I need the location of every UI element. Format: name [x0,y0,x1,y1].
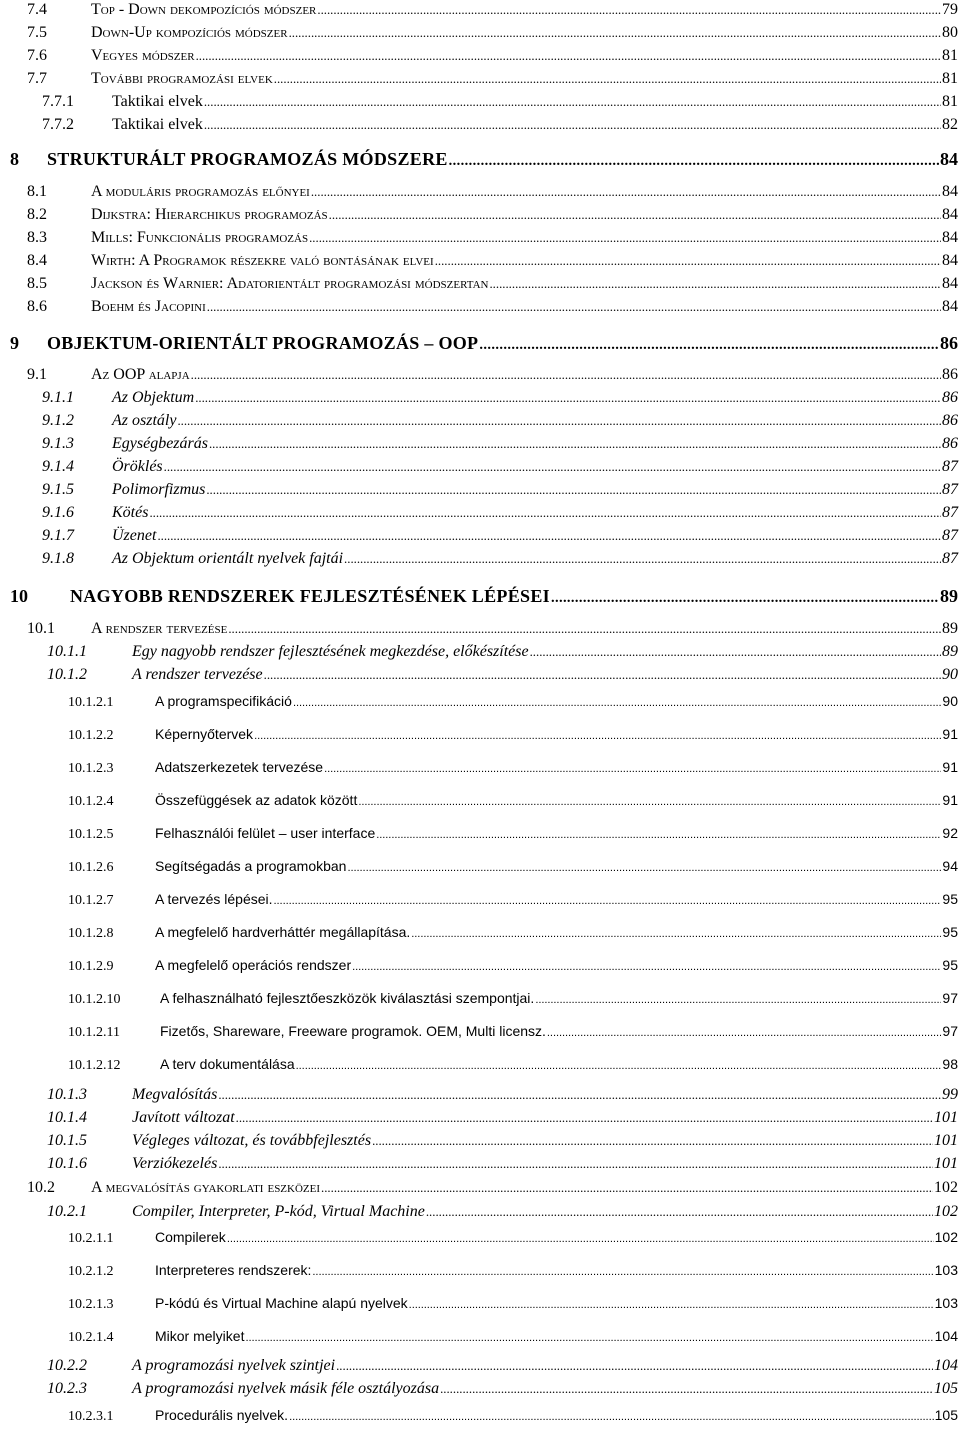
toc-leader [372,1135,933,1148]
toc-title: Vegyes módszer [91,47,195,64]
toc-leader [435,255,941,268]
toc-leader [149,507,941,520]
toc-title: Wirth: A Programok részekre való bontásának elvei [91,252,434,269]
toc-entry[interactable] [0,1024,958,1040]
toc-page-number: 89 [942,643,958,660]
toc-leader [228,623,941,636]
toc-page-number: 92 [942,825,958,841]
toc-number: 10.1.1 [47,643,87,660]
toc-leader [218,1158,933,1171]
toc-number: 10.2.3.1 [68,1409,114,1424]
toc-number: 10.2.1.2 [68,1264,114,1279]
toc-title: Mills: Funkcionális programozás [91,229,309,246]
toc-leader [440,1383,933,1396]
toc-leader [209,438,941,451]
toc-entry[interactable] [0,276,958,292]
toc-leader [274,73,941,86]
toc-number: 9.1.4 [42,458,74,475]
toc-title: Végleges változat, és továbbfejlesztés [132,1132,372,1149]
toc-leader [289,27,941,40]
toc-title: P-kódú és Virtual Machine alapú nyelvek [155,1295,408,1311]
toc-entry[interactable] [0,1204,958,1220]
toc-page-number: 105 [934,1407,958,1423]
toc-entry[interactable] [0,991,958,1007]
toc-number: 8 [10,149,19,169]
toc-leader [157,530,941,543]
toc-leader [206,484,941,497]
toc-number: 10.2.1 [47,1203,87,1220]
toc-title: A programozási nyelvek szintjei [132,1357,336,1374]
toc-leader [204,96,941,109]
toc-leader [324,764,941,775]
toc-entry[interactable] [0,25,958,41]
toc-entry[interactable] [0,1358,958,1374]
toc-entry[interactable] [0,299,958,315]
toc-page-number: 94 [942,858,958,874]
toc-leader [236,1112,933,1125]
toc-title: Interpreteres rendszerek: [155,1262,312,1278]
toc-page-number: 84 [940,149,958,169]
toc-leader [296,1061,942,1072]
toc-leader [551,591,939,605]
toc-number: 7.7.2 [42,116,74,133]
toc-number: 10.1.2.5 [68,827,114,842]
toc-title: Kötés [112,504,149,521]
toc-title: A megfelelő hardverháttér megállapítása. [155,924,411,940]
toc-leader [479,338,939,352]
toc-entry[interactable] [0,1180,958,1196]
toc-number: 9.1.1 [42,389,74,406]
toc-leader [311,186,941,199]
toc-entry[interactable] [0,859,958,875]
toc-page-number: 101 [934,1155,958,1172]
toc-page-number: 102 [934,1179,958,1196]
toc-title: Compilerek [155,1229,226,1245]
toc-title: Segítségadás a programokban [155,858,347,874]
toc-page-number: 86 [942,389,958,406]
toc-page-number: 99 [942,1086,958,1103]
toc-leader [218,1089,941,1102]
toc-number: 7.6 [27,47,47,64]
toc-leader [449,154,939,168]
toc-page-number: 90 [942,693,958,709]
toc-title: Az Objektum [112,389,195,406]
toc-entry[interactable] [0,334,958,352]
toc-leader [204,119,941,132]
toc-title: STRUKTURÁLT PROGRAMOZÁS MÓDSZERE [47,149,448,169]
toc-page-number: 101 [934,1132,958,1149]
toc-page-number: 97 [942,990,958,1006]
toc-leader [289,1412,934,1423]
toc-number: 10.1.2.7 [68,893,114,908]
toc-entry[interactable] [0,1110,958,1126]
toc-title: Taktikai elvek [112,93,203,110]
toc-number: 10 [10,586,28,606]
toc-page-number: 95 [942,957,958,973]
toc-page-number: 91 [942,792,958,808]
toc-number: 10.2 [27,1179,55,1196]
toc-leader [245,1333,933,1344]
toc-title: Verziókezelés [132,1155,218,1172]
toc-title: Top - Down dekompozíciós módszer [91,1,317,18]
toc-page-number: 81 [942,70,958,87]
toc-title: Down-Up kompozíciós módszer [91,24,288,41]
toc-page-number: 90 [942,666,958,683]
toc-leader [547,1028,942,1039]
toc-title: Üzenet [112,527,157,544]
toc-number: 9.1.7 [42,527,74,544]
toc-entry[interactable] [0,184,958,200]
toc-number: 10.1.2.4 [68,794,114,809]
toc-entry[interactable] [0,1133,958,1149]
toc-entry[interactable] [0,587,958,605]
toc-title: Az osztály [112,412,177,429]
toc-entry[interactable] [0,760,958,776]
toc-title: A felhasználható fejlesztőeszközök kiválasztási szempontjai. [160,990,535,1006]
toc-title: Taktikai elvek [112,116,203,133]
toc-entry[interactable] [0,551,958,567]
toc-page-number: 87 [942,458,958,475]
toc-title: Adatszerkezetek tervezése [155,759,324,775]
toc-page-number: 81 [942,93,958,110]
toc-title: A programspecifikáció [155,693,292,709]
toc-title: NAGYOBB RENDSZEREK FEJLESZTÉSÉNEK LÉPÉSEI [70,586,550,606]
toc-number: 10.2.1.1 [68,1231,114,1246]
toc-entry[interactable] [0,667,958,683]
toc-leader [312,1267,933,1278]
toc-number: 10.2.2 [47,1357,87,1374]
toc-page-number: 97 [942,1023,958,1039]
toc-title: Polimorfizmus [112,481,206,498]
toc-entry[interactable] [0,48,958,64]
toc-page-number: 89 [942,620,958,637]
toc-page-number: 79 [942,1,958,18]
toc-page-number: 89 [940,586,958,606]
toc-entry[interactable] [0,482,958,498]
toc-leader [317,4,941,17]
toc-page-number: 86 [942,412,958,429]
toc-entry[interactable] [0,694,958,710]
toc-page-number: 95 [942,924,958,940]
toc-page-number: 105 [934,1380,958,1397]
toc-number: 10.1.3 [47,1086,87,1103]
toc-title: A rendszer tervezése [132,666,263,683]
toc-title: Dijkstra: Hierarchikus programozás [91,206,328,223]
toc-page-number: 82 [942,116,958,133]
toc-entry[interactable] [0,727,958,743]
toc-entry[interactable] [0,367,958,383]
toc-number: 7.5 [27,24,47,41]
toc-number: 8.5 [27,275,47,292]
toc-entry[interactable] [0,621,958,637]
toc-number: 10.1.2.9 [68,959,114,974]
toc-leader [264,669,941,682]
toc-title: Javított változat [132,1109,235,1126]
toc-page-number: 101 [934,1109,958,1126]
toc-title: További programozási elvek [91,70,273,87]
toc-title: A tervezés lépései. [155,891,273,907]
toc-number: 7.7 [27,70,47,87]
toc-number: 10.1.2.6 [68,860,114,875]
toc-leader [344,553,941,566]
toc-leader [336,1360,933,1373]
toc-title: A megvalósítás gyakorlati eszközei [91,1179,321,1196]
toc-number: 10.2.1.4 [68,1330,114,1345]
toc-entry[interactable] [0,826,958,842]
toc-entry[interactable] [0,925,958,941]
toc-number: 10.1.4 [47,1109,87,1126]
toc-page-number: 87 [942,550,958,567]
toc-entry[interactable] [0,71,958,87]
toc-page-number: 84 [942,275,958,292]
toc-title: OBJEKTUM-ORIENTÁLT PROGRAMOZÁS – OOP [47,333,479,353]
toc-leader [530,646,941,659]
toc-page-number: 87 [942,527,958,544]
toc-entry[interactable] [0,528,958,544]
toc-number: 9.1.6 [42,504,74,521]
toc-title: Megvalósítás [132,1086,218,1103]
toc-entry[interactable] [0,1057,958,1073]
toc-entry[interactable] [0,253,958,269]
toc-page-number: 84 [942,252,958,269]
toc-number: 10.1.5 [47,1132,87,1149]
toc-entry[interactable] [0,1408,958,1424]
toc-number: 7.7.1 [42,93,74,110]
toc-entry[interactable] [0,644,958,660]
toc-leader [358,797,941,808]
toc-number: 8.6 [27,298,47,315]
toc-page-number: 87 [942,481,958,498]
toc-leader [535,995,941,1006]
toc-title: Képernyőtervek [155,726,254,742]
toc-number: 8.3 [27,229,47,246]
toc-entry[interactable] [0,150,958,168]
toc-number: 8.2 [27,206,47,223]
toc-entry[interactable] [0,1263,958,1279]
toc-leader [489,278,941,291]
toc-page-number: 81 [942,47,958,64]
toc-page-number: 104 [934,1357,958,1374]
toc-number: 10.2.1.3 [68,1297,114,1312]
toc-page-number: 95 [942,891,958,907]
toc-page-number: 102 [934,1203,958,1220]
toc-page-number: 87 [942,504,958,521]
toc-entry[interactable] [0,1230,958,1246]
toc-leader [321,1182,933,1195]
toc-leader [409,1300,934,1311]
toc-page-number: 98 [942,1056,958,1072]
toc-entry[interactable] [0,892,958,908]
toc-leader [191,369,941,382]
toc-page-number: 84 [942,183,958,200]
toc-leader [164,461,941,474]
toc-number: 7.4 [27,1,47,18]
toc-title: Boehm és Jacopini [91,298,206,315]
toc-entry[interactable] [0,459,958,475]
toc-number: 10.1.2.1 [68,695,114,710]
toc-leader [293,698,941,709]
toc-entry[interactable] [0,117,958,133]
toc-title: Összefüggések az adatok között [155,792,358,808]
toc-leader [426,1206,933,1219]
toc-number: 9.1 [27,366,47,383]
toc-number: 10.1.6 [47,1155,87,1172]
toc-number: 9.1.3 [42,435,74,452]
toc-leader [352,962,941,973]
toc-title: A megfelelő operációs rendszer [155,957,352,973]
toc-page-number: 84 [942,229,958,246]
toc-number: 10.1.2.12 [68,1058,121,1073]
toc-page-number: 84 [942,206,958,223]
toc-entry[interactable] [0,207,958,223]
toc-leader [207,301,941,314]
toc-title: A programozási nyelvek másik féle osztályozása [132,1380,440,1397]
toc-title: Jackson és Warnier: Adatorientált programozási módszertan [91,275,489,292]
toc-title: A moduláris programozás előnyei [91,183,310,200]
toc-title: Öröklés [112,458,163,475]
toc-entry[interactable] [0,230,958,246]
toc-page-number: 86 [942,435,958,452]
toc-number: 10.2.3 [47,1380,87,1397]
toc-leader [177,415,941,428]
toc-page-number: 103 [934,1295,958,1311]
toc-number: 10.1.2.3 [68,761,114,776]
toc-page-number: 80 [942,24,958,41]
toc-number: 9.1.2 [42,412,74,429]
toc-leader [411,929,941,940]
toc-entry[interactable] [0,413,958,429]
toc-title: Az Objektum orientált nyelvek fajtái [112,550,344,567]
toc-leader [309,232,941,245]
toc-entry[interactable] [0,1329,958,1345]
toc-page-number: 104 [934,1328,958,1344]
toc-leader [254,731,941,742]
toc-title: Procedurális nyelvek. [155,1407,289,1423]
toc-entry[interactable] [0,390,958,406]
toc-leader [227,1234,934,1245]
toc-title: Mikor melyiket [155,1328,245,1344]
toc-number: 9.1.8 [42,550,74,567]
toc-entry[interactable] [0,1156,958,1172]
toc-entry[interactable] [0,958,958,974]
toc-title: Compiler, Interpreter, P-kód, Virtual Machine [132,1203,425,1220]
toc-leader [195,392,941,405]
toc-number: 9 [10,333,19,353]
toc-entry[interactable] [0,436,958,452]
toc-leader [376,830,941,841]
toc-number: 10.1.2.8 [68,926,114,941]
toc-number: 8.1 [27,183,47,200]
toc-page-number: 102 [934,1229,958,1245]
toc-page-number: 86 [940,333,958,353]
toc-title: A terv dokumentálása [160,1056,295,1072]
toc-title: Egységbezárás [112,435,208,452]
toc-title: Egy nagyobb rendszer fejlesztésének megkezdése, előkészítése [132,643,529,660]
toc-title: Fizetős, Shareware, Freeware programok. OEM, Multi licensz. [160,1023,546,1039]
toc-entry[interactable] [0,2,958,18]
toc-page-number: 91 [942,726,958,742]
toc-leader [196,50,941,63]
toc-leader [329,209,941,222]
toc-page-number: 91 [942,759,958,775]
toc-title: Az OOP alapja [91,366,190,383]
toc-entry[interactable] [0,793,958,809]
toc-page-number: 103 [934,1262,958,1278]
toc-leader [347,863,941,874]
toc-number: 10.1 [27,620,55,637]
toc-number: 8.4 [27,252,47,269]
toc-leader [274,896,942,907]
toc-page-number: 84 [942,298,958,315]
toc-entry[interactable] [0,1087,958,1103]
toc-entry[interactable] [0,1381,958,1397]
toc-entry[interactable] [0,94,958,110]
toc-title: A rendszer tervezése [91,620,228,637]
toc-entry[interactable] [0,505,958,521]
toc-entry[interactable] [0,1296,958,1312]
toc-number: 9.1.5 [42,481,74,498]
toc-number: 10.1.2.11 [68,1025,120,1040]
toc-title: Felhasználói felület – user interface [155,825,376,841]
toc-number: 10.1.2.2 [68,728,114,743]
toc-number: 10.1.2.10 [68,992,121,1007]
toc-page-number: 86 [942,366,958,383]
toc-number: 10.1.2 [47,666,87,683]
